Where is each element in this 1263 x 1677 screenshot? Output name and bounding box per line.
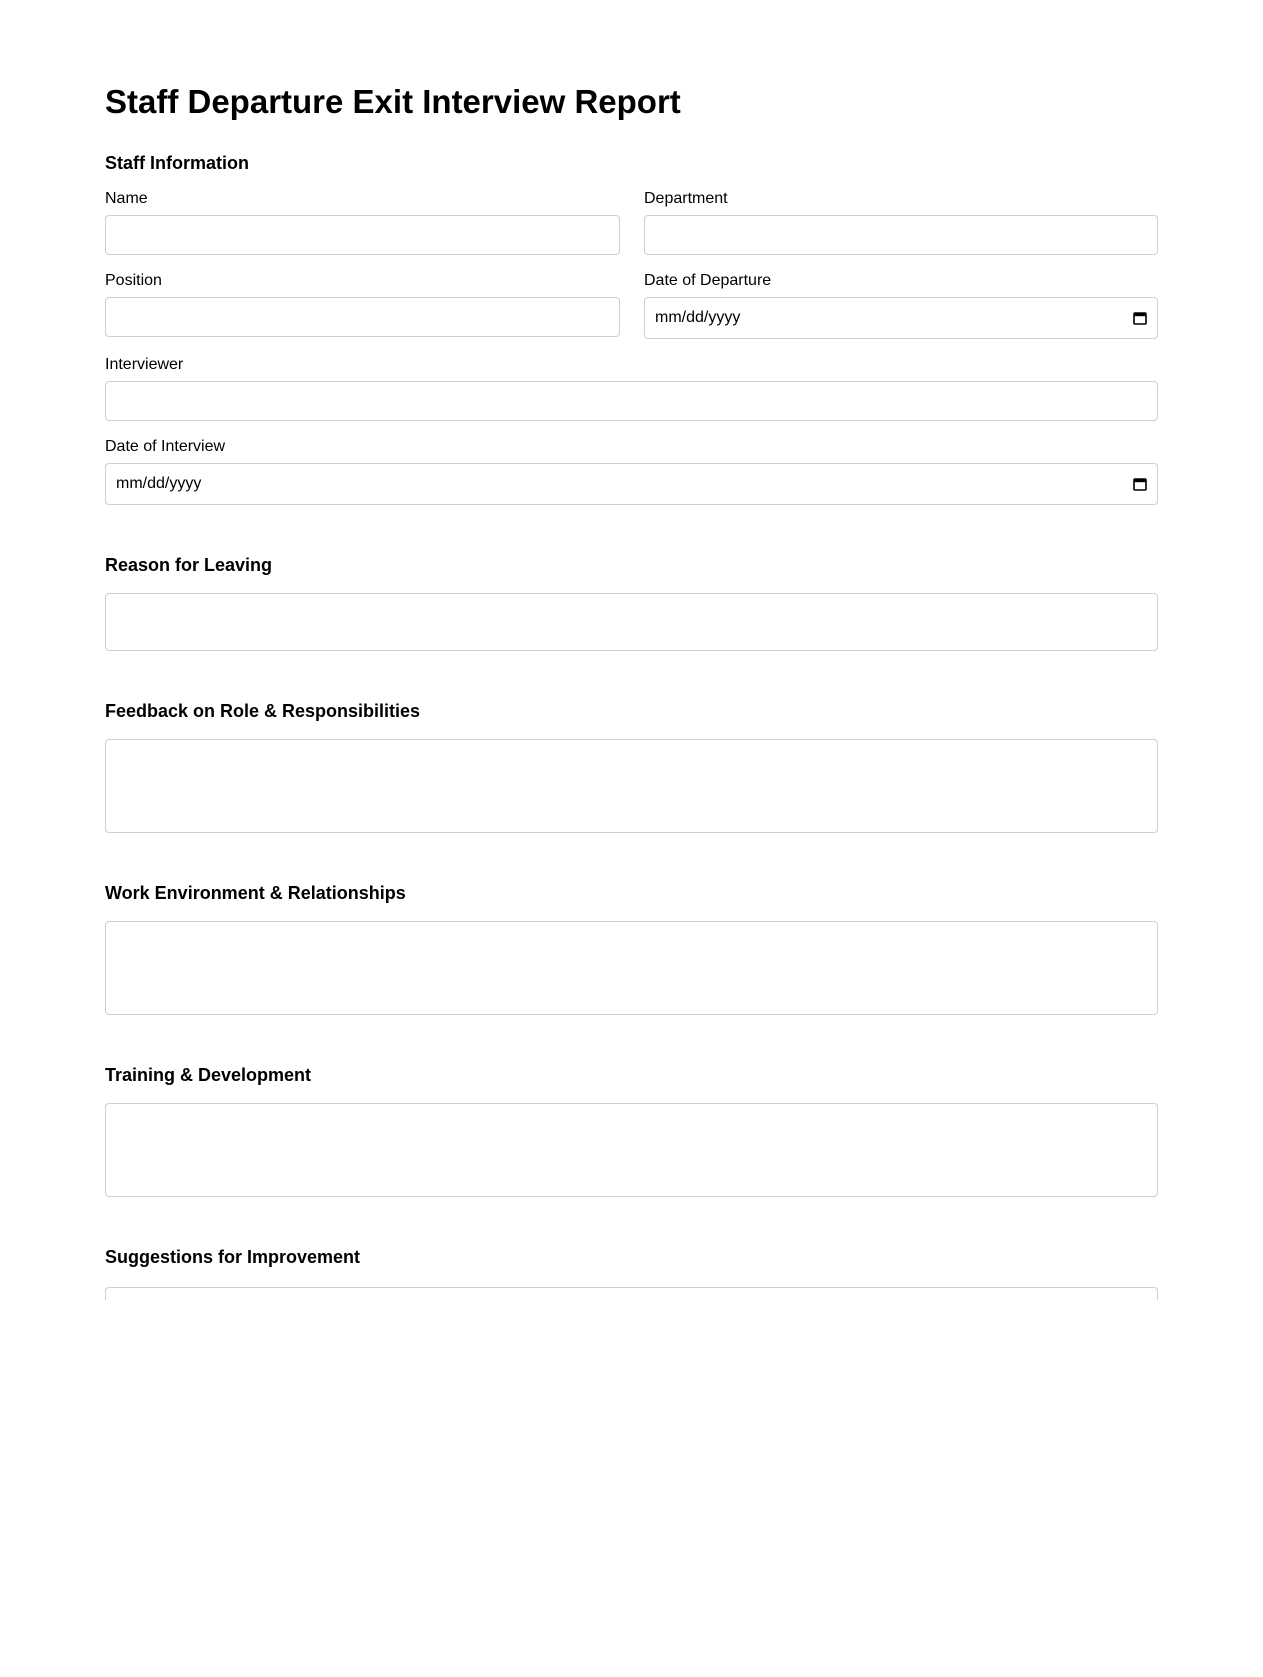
role-feedback-textarea[interactable]	[105, 739, 1158, 833]
date-of-interview-value: mm/dd/yyyy	[116, 475, 202, 492]
page-title: Staff Departure Exit Interview Report	[105, 83, 681, 120]
work-environment-textarea[interactable]	[105, 921, 1158, 1015]
section-title-suggestions: Suggestions for Improvement	[105, 1247, 361, 1267]
name-input[interactable]	[105, 215, 620, 255]
reason-for-leaving-textarea[interactable]	[105, 593, 1158, 651]
position-label: Position	[105, 272, 162, 289]
interviewer-input[interactable]	[105, 381, 1158, 421]
section-title-work-environment: Work Environment & Relationships	[105, 883, 406, 903]
section-title-staff-information: Staff Information	[105, 153, 249, 173]
department-input[interactable]	[644, 215, 1158, 255]
section-title-reason-for-leaving: Reason for Leaving	[105, 555, 273, 575]
date-of-interview-label: Date of Interview	[105, 438, 226, 455]
suggestions-textarea-clip	[105, 1287, 1158, 1300]
suggestions-textarea[interactable]	[105, 1287, 1158, 1300]
interviewer-label: Interviewer	[105, 356, 184, 373]
date-of-interview-input[interactable]	[105, 463, 1158, 505]
section-title-role-feedback: Feedback on Role & Responsibilities	[105, 701, 421, 721]
calendar-icon[interactable]	[1133, 477, 1147, 491]
calendar-icon[interactable]	[1133, 311, 1147, 325]
date-of-departure-value: mm/dd/yyyy	[655, 309, 741, 326]
training-development-textarea[interactable]	[105, 1103, 1158, 1197]
date-of-departure-input[interactable]	[644, 297, 1158, 339]
name-label: Name	[105, 190, 148, 207]
department-label: Department	[644, 190, 728, 207]
position-input[interactable]	[105, 297, 620, 337]
section-title-training-development: Training & Development	[105, 1065, 312, 1085]
date-of-departure-label: Date of Departure	[644, 272, 772, 289]
